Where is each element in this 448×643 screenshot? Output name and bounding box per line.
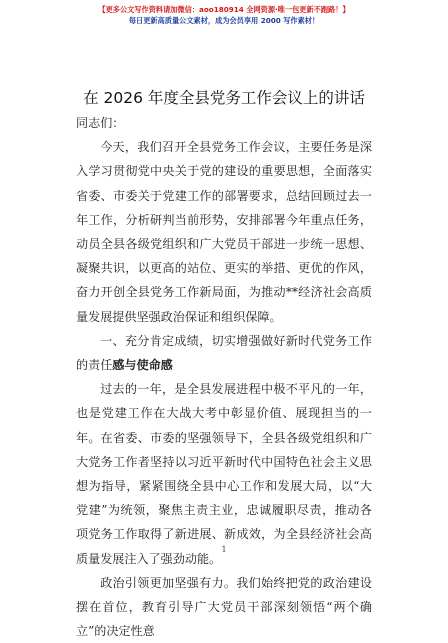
section-heading xyxy=(76,329,372,377)
salutation: 同志们： xyxy=(76,116,125,130)
banner-subtitle-line: 每日更新高质量公文素材，成为会员享用 2000 写作素材！ xyxy=(128,16,320,25)
intro-paragraph: 今天，我们召开全县党务工作会议，主要任务是深入学习贯彻党中央关于党的建设的重要思想，全面落实省委、市委关于党建工作的部署要求，总结回顾过去一年工作，分析研判当前形势，安排部署今年重点任务，动员全县各级党组织和广大党员干部进一步统一思想、凝聚共识，以更高的站位、更实的举措、更优的作风，奋力开创全县党务工作新局面，为推动**经济社会高质量发展提供坚强政治保证和组织保障。 xyxy=(76,140,372,324)
section-paragraph: 政治引领更加坚强有力。我们始终把党的政治建设摆在首位，教育引导广大党员干部深刻领悟“两个确立”的决定性意 xyxy=(76,575,372,639)
page-number: 1 xyxy=(221,545,227,554)
section-heading-bold-text: 感与使命感 xyxy=(112,358,173,373)
document-title: 在 2026 年度全县党务工作会议上的讲话 xyxy=(83,89,365,107)
section-heading-text: 一、充分肯定成绩，切实增强做好新时代党务工作的责任 xyxy=(76,333,372,373)
banner-promo-line: 【更多公文写作资料请加微信：aoo180914 全网资源·唯一包更新不跑路！】 xyxy=(98,5,350,14)
header-banner xyxy=(0,4,448,26)
document-body xyxy=(76,111,372,643)
section-paragraph: 过去的一年，是全县发展进程中极不平凡的一年，也是党建工作在大战大考中彰显价值、展现担当的一年。在省委、市委的坚强领导下，全县各级党组织和广大党务工作者坚持以习近平新时代中国特色社会主义思想为指导，紧紧围绕全县中心工作和发展大局，以“大党建”为统领，聚焦主责主业，忠诚履职尽责，推动各项党务工作取得了新进展、新成效，为全县经济社会高质量发展注入了强劲动能。 xyxy=(76,382,372,566)
